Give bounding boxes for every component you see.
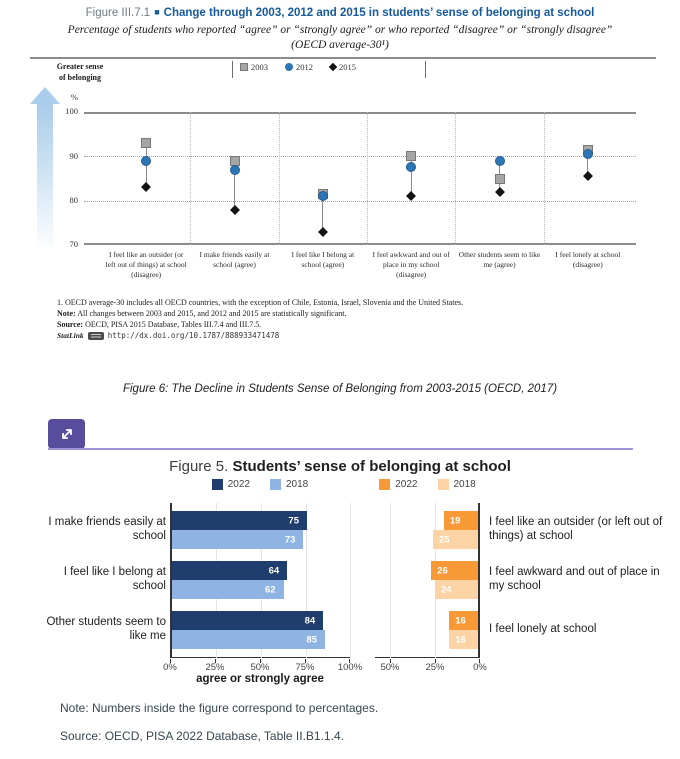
marker-2012 <box>583 149 593 159</box>
footnote-source <box>57 319 657 330</box>
legend-item-2003 <box>240 62 268 72</box>
statlink-url[interactable]: http://dx.doi.org/10.1787/888933471478 <box>107 331 280 340</box>
figure5-label: Figure 5. <box>169 458 229 475</box>
bar-2022 <box>172 561 287 580</box>
bar-2022 <box>449 611 478 630</box>
bar-2022 <box>172 611 323 630</box>
marker-2015 <box>318 227 328 237</box>
left-category-labels <box>40 503 166 658</box>
column-separator <box>367 112 368 245</box>
greater-sense-label <box>28 62 132 84</box>
diamond-marker-icon <box>329 63 337 71</box>
figure6-caption: Figure 6: The Decline in Students Sense of Belonging from 2003-2015 (OECD, 2017) <box>122 383 558 395</box>
bar-value-label: 24 <box>440 584 452 595</box>
legend-item-2018-blue <box>270 479 308 490</box>
right-category-labels <box>489 503 669 658</box>
top-chart-category-labels <box>102 250 632 298</box>
marker-2012 <box>318 191 328 201</box>
legend-label: 2018 <box>453 479 476 490</box>
agree-bar-plot <box>170 503 350 658</box>
statlink-label: StatLink <box>57 331 84 340</box>
marker-2003 <box>495 174 505 184</box>
marker-2015 <box>230 205 240 215</box>
bar-2018 <box>172 580 284 599</box>
category-label: Other students seem to like me (agree) <box>458 250 541 269</box>
xtick-100: 100% <box>337 662 363 673</box>
orange-legend <box>360 479 495 490</box>
swatch-2018-orange <box>438 479 449 490</box>
legend-label-2003: 2003 <box>251 62 268 72</box>
y-tick-80: 80 <box>69 195 78 205</box>
footnote-note <box>57 308 657 319</box>
xtick-r50: 50% <box>380 662 400 673</box>
figure-label: Figure III.7.1 <box>85 7 151 19</box>
legend-item-2022-orange <box>379 479 417 490</box>
top-chart-plot-area <box>102 112 632 245</box>
figure-title-text: Change through 2003, 2012 and 2015 in students’ sense of belonging at school <box>163 7 595 19</box>
bar-value-label: 16 <box>455 634 466 645</box>
legend-item-2022-blue <box>212 479 250 490</box>
y-unit-label: % <box>70 92 78 102</box>
square-marker-icon <box>240 63 248 71</box>
bar-2018 <box>449 630 478 649</box>
category-label: I feel like I belong at school (agree) <box>291 250 355 269</box>
category-label: I make friends easily at school (agree) <box>199 250 270 269</box>
bar-value-label: 64 <box>268 565 280 576</box>
bar-2018 <box>172 530 303 549</box>
xtick-75: 75% <box>295 662 315 673</box>
column-separator <box>190 112 191 245</box>
category-label: I feel like an outsider (or left out of things) at school (disagree) <box>105 250 187 279</box>
legend-separator-right <box>425 61 426 78</box>
category-label: I feel awkward and out of place in my school <box>489 566 660 592</box>
marker-2003 <box>406 151 416 161</box>
category-label: I feel like I belong at school <box>63 566 166 592</box>
category-label: I feel lonely at school <box>489 623 597 636</box>
footnote-1: 1. OECD average-30 includes all OECD countries, with the exception of Chile, Estonia, Israel, Slovenia and the United States. <box>57 298 464 307</box>
legend-item-2018-orange <box>438 479 476 490</box>
figure-iii71-heading <box>0 7 680 19</box>
legend-item-2015 <box>330 62 356 72</box>
marker-2015 <box>583 171 593 181</box>
legend-separator-left <box>232 61 233 78</box>
figure5-title-text: Students’ sense of belonging at school <box>232 458 511 475</box>
note-text: All changes between 2003 and 2015, and 2012 and 2015 are statistically significant. <box>77 309 347 318</box>
x-axis-label: agree or strongly agree <box>196 673 324 685</box>
legend-label: 2018 <box>286 479 309 490</box>
category-label: I feel like an outsider (or left out of things) at school <box>489 516 663 542</box>
y-tick-100: 100 <box>65 106 78 116</box>
marker-2003 <box>141 138 151 148</box>
bar-2018 <box>433 530 478 549</box>
expand-arrows-icon <box>59 426 75 442</box>
marker-2015 <box>141 182 151 192</box>
legend-label: 2022 <box>227 479 250 490</box>
bar-value-label: 73 <box>284 534 296 545</box>
greater-sense-line2: of belonging <box>58 72 101 82</box>
circle-marker-icon <box>285 63 293 71</box>
column-separator <box>279 112 280 245</box>
bottom-note: Note: Numbers inside the figure correspond to percentages. <box>60 701 379 715</box>
header-rule <box>30 57 656 59</box>
xtick-r25: 25% <box>425 662 445 673</box>
note-label: Note: <box>57 309 76 318</box>
marker-2012 <box>141 156 151 166</box>
expand-button[interactable] <box>48 419 85 449</box>
bar-2022 <box>172 511 307 530</box>
bar-value-label: 25 <box>439 534 450 545</box>
figure-footnotes <box>57 297 657 330</box>
statlink-icon <box>88 332 104 340</box>
figure-subtitle-average: (OECD average-30¹) <box>291 39 389 51</box>
marker-2012 <box>230 165 240 175</box>
embed-divider-line <box>48 448 633 450</box>
category-label: I feel lonely at school (disagree) <box>555 250 621 269</box>
category-label: I feel awkward and out of place in my school (disagree) <box>372 250 450 279</box>
bar-value-label: 16 <box>455 615 466 626</box>
bar-2018 <box>435 580 478 599</box>
y-tick-90: 90 <box>69 151 78 161</box>
gridline-50 <box>390 503 391 658</box>
column-separator <box>544 112 545 245</box>
top-chart-legend <box>240 62 356 72</box>
marker-2012 <box>406 162 416 172</box>
figure5-title <box>0 458 680 475</box>
marker-2015 <box>406 191 416 201</box>
bar-value-label: 85 <box>306 634 317 645</box>
xtick-0: 0% <box>163 662 177 673</box>
bar-value-label: 26 <box>437 565 448 576</box>
statlink-row <box>57 331 279 340</box>
disagree-bar-plot <box>375 503 480 658</box>
gridline-100 <box>350 503 351 658</box>
category-label: Other students seem to like me <box>46 616 166 642</box>
belonging-arrow-body <box>37 103 53 250</box>
bar-value-label: 62 <box>265 584 276 595</box>
category-label: I make friends easily at school <box>48 516 166 542</box>
swatch-2022-orange <box>379 479 390 490</box>
bar-2022 <box>431 561 478 580</box>
figure-subtitle: Percentage of students who reported “agree” or “strongly agree” or who reported “disagree” or “strongly disagree” <box>67 24 613 36</box>
legend-label-2015: 2015 <box>339 62 356 72</box>
marker-2012 <box>495 156 505 166</box>
legend-label-2012: 2012 <box>296 62 313 72</box>
marker-2015 <box>495 187 505 197</box>
bottom-source: Source: OECD, PISA 2022 Database, Table II.B1.1.4. <box>60 729 344 743</box>
source-label: Source: <box>57 320 84 329</box>
bar-value-label: 19 <box>449 515 461 526</box>
xtick-50: 50% <box>250 662 270 673</box>
title-bullet-icon: ■ <box>154 7 160 17</box>
legend-item-2012 <box>285 62 313 72</box>
legend-label: 2022 <box>395 479 418 490</box>
source-text: OECD, PISA 2015 Database, Tables III.7.4 and III.7.5. <box>85 320 262 329</box>
bar-2022 <box>444 511 478 530</box>
column-separator <box>455 112 456 245</box>
swatch-2022-blue <box>212 479 223 490</box>
bar-value-label: 75 <box>288 515 299 526</box>
bar-2018 <box>172 630 325 649</box>
xtick-25: 25% <box>205 662 225 673</box>
greater-sense-line1: Greater sense <box>56 62 104 71</box>
y-tick-70: 70 <box>69 239 78 249</box>
bar-value-label: 84 <box>304 615 316 626</box>
blue-legend <box>170 479 350 490</box>
xtick-r0: 0% <box>473 662 487 673</box>
swatch-2018-blue <box>270 479 281 490</box>
